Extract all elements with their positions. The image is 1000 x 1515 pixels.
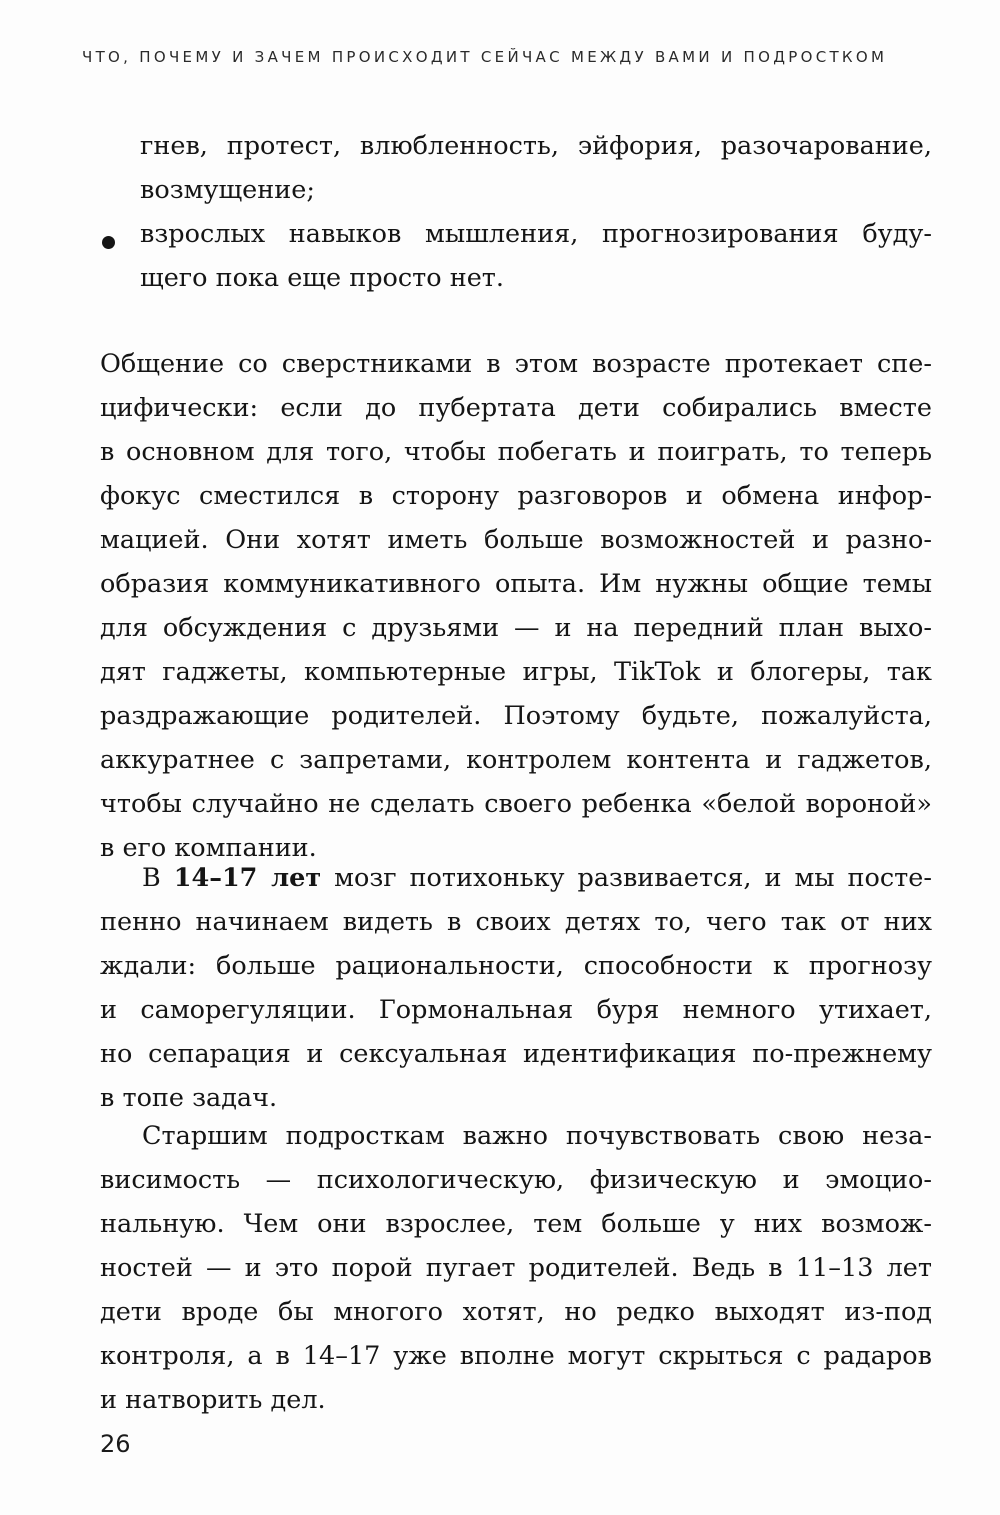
text-line: в его компании. xyxy=(100,833,317,863)
text-line: ностей — и это порой пугает родителей. Ведь в 11–13 лет xyxy=(100,1253,932,1283)
bullet-icon xyxy=(102,236,115,249)
text-line: Старшим подросткам важно почувствовать свою неза- xyxy=(142,1121,932,1151)
text-line: дят гаджеты, компьютерные игры, TikTok и блогеры, так xyxy=(100,657,932,687)
running-header: ЧТО, ПОЧЕМУ И ЗАЧЕМ ПРОИСХОДИТ СЕЙЧАС МЕЖДУ ВАМИ И ПОДРОСТКОМ xyxy=(82,48,888,66)
bullet-item xyxy=(140,212,932,300)
text-line-lead xyxy=(100,856,932,900)
text-line: в топе задач. xyxy=(100,1083,278,1113)
text-line: аккуратнее с запретами, контролем контента и гаджетов, xyxy=(100,745,932,775)
text-line: и саморегуляции. Гормональная буря немного утихает, xyxy=(100,995,932,1025)
text-line: контроля, а в 14–17 уже вполне могут скрыться с радаров xyxy=(100,1341,932,1371)
text-line: гнев, протест, влюбленность, эйфория, разочарование, xyxy=(140,131,932,161)
text-line: Общение со сверстниками в этом возрасте протекает спе- xyxy=(100,349,932,379)
text-line: возмущение; xyxy=(140,175,315,205)
text-line: цифически: если до пубертата дети собирались вместе xyxy=(100,393,932,423)
text-line: и натворить дел. xyxy=(100,1385,326,1415)
text-line: мацией. Они хотят иметь больше возможностей и разно- xyxy=(100,525,932,555)
text-line: висимость — психологическую, физическую и эмоцио- xyxy=(100,1165,932,1195)
text-line: чтобы случайно не сделать своего ребенка «белой вороной» xyxy=(100,789,932,819)
paragraph-older-teens xyxy=(100,1114,932,1422)
age-range-bold: 14–17 лет xyxy=(173,863,322,893)
text-line: образия коммуникативного опыта. Им нужны общие темы xyxy=(100,569,932,599)
text-line: пенно начинаем видеть в своих детях то, чего так от них xyxy=(100,907,932,937)
text-line: дети вроде бы многого хотят, но редко выходят из-под xyxy=(100,1297,932,1327)
text-line: для обсуждения с друзьями — и на передний план выхо- xyxy=(100,613,932,643)
text-line: ждали: больше рациональности, способности к прогнозу xyxy=(100,951,932,981)
text-line: щего пока еще просто нет. xyxy=(140,263,505,293)
text-line: но сепарация и сексуальная идентификация по-прежнему xyxy=(100,1039,932,1069)
text-line: взрослых навыков мышления, прогнозирования буду- xyxy=(140,219,932,249)
paragraph-peer-communication xyxy=(100,342,932,870)
bullet-item-continued xyxy=(140,124,932,212)
lead-rest: мозг потихоньку развивается, и мы посте- xyxy=(321,863,932,893)
text-line: раздражающие родителей. Поэтому будьте, пожалуйста, xyxy=(100,701,932,731)
lead-prefix: В xyxy=(142,863,174,893)
text-line: в основном для того, чтобы побегать и поиграть, то теперь xyxy=(100,437,932,467)
paragraph-age-14-17 xyxy=(100,856,932,1120)
text-line: нальную. Чем они взрослее, тем больше у них возмож- xyxy=(100,1209,932,1239)
page-number: 26 xyxy=(100,1430,131,1458)
text-line: фокус сместился в сторону разговоров и обмена инфор- xyxy=(100,481,932,511)
